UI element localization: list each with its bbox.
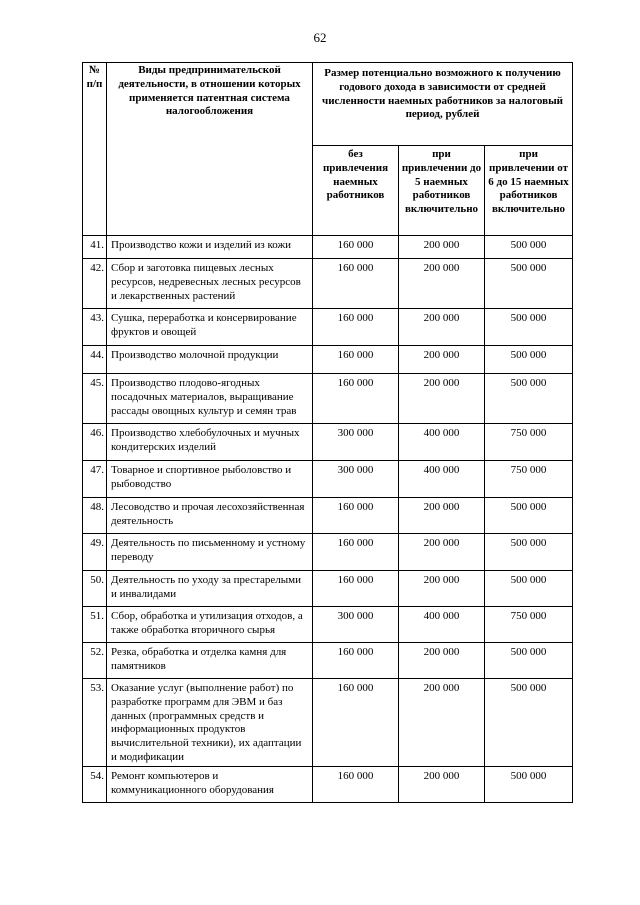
income-up-to-5-employees: 200 000 [399, 236, 485, 259]
income-no-employees: 300 000 [313, 607, 399, 643]
income-6-to-15-employees: 500 000 [485, 571, 573, 607]
income-6-to-15-employees: 500 000 [485, 346, 573, 374]
income-up-to-5-employees: 200 000 [399, 679, 485, 767]
row-activity: Производство кожи и изделий из кожи [107, 236, 313, 259]
income-6-to-15-employees: 500 000 [485, 534, 573, 571]
row-number: 52. [83, 643, 107, 679]
table-row [83, 424, 573, 461]
row-activity: Товарное и спортивное рыболовство и рыбоводство [107, 461, 313, 498]
income-6-to-15-employees: 750 000 [485, 424, 573, 461]
row-number: 46. [83, 424, 107, 461]
income-no-employees: 300 000 [313, 461, 399, 498]
row-activity: Сбор и заготовка пищевых лесных ресурсов, недревесных лесных ресурсов и лекарственных растений [107, 259, 313, 309]
table-row [83, 679, 573, 767]
table-row [83, 607, 573, 643]
income-up-to-5-employees: 200 000 [399, 498, 485, 534]
table-row [83, 643, 573, 679]
income-up-to-5-employees: 400 000 [399, 607, 485, 643]
income-6-to-15-employees: 500 000 [485, 374, 573, 424]
row-number: 43. [83, 309, 107, 346]
row-activity: Лесоводство и прочая лесохозяйственная деятельность [107, 498, 313, 534]
income-up-to-5-employees: 200 000 [399, 643, 485, 679]
income-no-employees: 160 000 [313, 767, 399, 803]
income-up-to-5-employees: 200 000 [399, 346, 485, 374]
income-no-employees: 160 000 [313, 236, 399, 259]
table-row [83, 309, 573, 346]
income-up-to-5-employees: 200 000 [399, 767, 485, 803]
header-no-employees: без привлечения наемных работников [313, 146, 399, 236]
row-number: 44. [83, 346, 107, 374]
income-6-to-15-employees: 500 000 [485, 309, 573, 346]
income-no-employees: 160 000 [313, 679, 399, 767]
income-up-to-5-employees: 400 000 [399, 461, 485, 498]
header-6-to-15-employees: при привлечении от 6 до 15 наемных работников включительно [485, 146, 573, 236]
income-6-to-15-employees: 500 000 [485, 236, 573, 259]
table-row [83, 767, 573, 803]
row-number: 48. [83, 498, 107, 534]
income-6-to-15-employees: 750 000 [485, 461, 573, 498]
table-row [83, 374, 573, 424]
table-row [83, 461, 573, 498]
income-up-to-5-employees: 200 000 [399, 309, 485, 346]
table-row [83, 498, 573, 534]
table-row [83, 571, 573, 607]
table-row [83, 534, 573, 571]
income-6-to-15-employees: 500 000 [485, 498, 573, 534]
income-up-to-5-employees: 200 000 [399, 374, 485, 424]
row-activity: Производство плодово-ягодных посадочных материалов, выращивание рассады овощных культур и семян трав [107, 374, 313, 424]
page-number: 62 [313, 30, 327, 45]
row-activity: Производство молочной продукции [107, 346, 313, 374]
income-no-employees: 160 000 [313, 498, 399, 534]
row-number: 51. [83, 607, 107, 643]
header-number: № п/п [83, 63, 107, 236]
row-activity: Оказание услуг (выполнение работ) по разработке программ для ЭВМ и баз данных (программных средств и информационных продуктов вычислительной техники), их адаптации и модификации [107, 679, 313, 767]
header-income-group: Размер потенциально возможного к получению годового дохода в зависимости от средней численности наемных работников за налоговый период, рублей [313, 63, 573, 146]
income-up-to-5-employees: 400 000 [399, 424, 485, 461]
income-no-employees: 160 000 [313, 374, 399, 424]
table-row [83, 346, 573, 374]
row-number: 49. [83, 534, 107, 571]
income-no-employees: 160 000 [313, 571, 399, 607]
income-no-employees: 300 000 [313, 424, 399, 461]
row-activity: Деятельность по письменному и устному переводу [107, 534, 313, 571]
income-up-to-5-employees: 200 000 [399, 571, 485, 607]
income-6-to-15-employees: 500 000 [485, 767, 573, 803]
row-activity: Сбор, обработка и утилизация отходов, а также обработка вторичного сырья [107, 607, 313, 643]
row-number: 41. [83, 236, 107, 259]
row-activity: Производство хлебобулочных и мучных кондитерских изделий [107, 424, 313, 461]
row-number: 53. [83, 679, 107, 767]
income-no-employees: 160 000 [313, 346, 399, 374]
income-6-to-15-employees: 750 000 [485, 607, 573, 643]
header-up-to-5-employees: при привлечении до 5 наемных работников включительно [399, 146, 485, 236]
income-6-to-15-employees: 500 000 [485, 679, 573, 767]
row-number: 54. [83, 767, 107, 803]
row-number: 45. [83, 374, 107, 424]
row-activity: Сушка, переработка и консервирование фруктов и овощей [107, 309, 313, 346]
row-number: 47. [83, 461, 107, 498]
income-up-to-5-employees: 200 000 [399, 259, 485, 309]
income-up-to-5-employees: 200 000 [399, 534, 485, 571]
income-no-employees: 160 000 [313, 259, 399, 309]
table-row [83, 236, 573, 259]
income-no-employees: 160 000 [313, 643, 399, 679]
income-6-to-15-employees: 500 000 [485, 643, 573, 679]
patent-income-table [82, 62, 573, 803]
row-activity: Ремонт компьютеров и коммуникационного оборудования [107, 767, 313, 803]
income-6-to-15-employees: 500 000 [485, 259, 573, 309]
income-no-employees: 160 000 [313, 534, 399, 571]
row-activity: Резка, обработка и отделка камня для памятников [107, 643, 313, 679]
header-activity: Виды предпринимательской деятельности, в отношении которых применяется патентная система налогообложения [107, 63, 313, 236]
row-activity: Деятельность по уходу за престарелыми и инвалидами [107, 571, 313, 607]
row-number: 50. [83, 571, 107, 607]
income-no-employees: 160 000 [313, 309, 399, 346]
row-number: 42. [83, 259, 107, 309]
table-row [83, 259, 573, 309]
